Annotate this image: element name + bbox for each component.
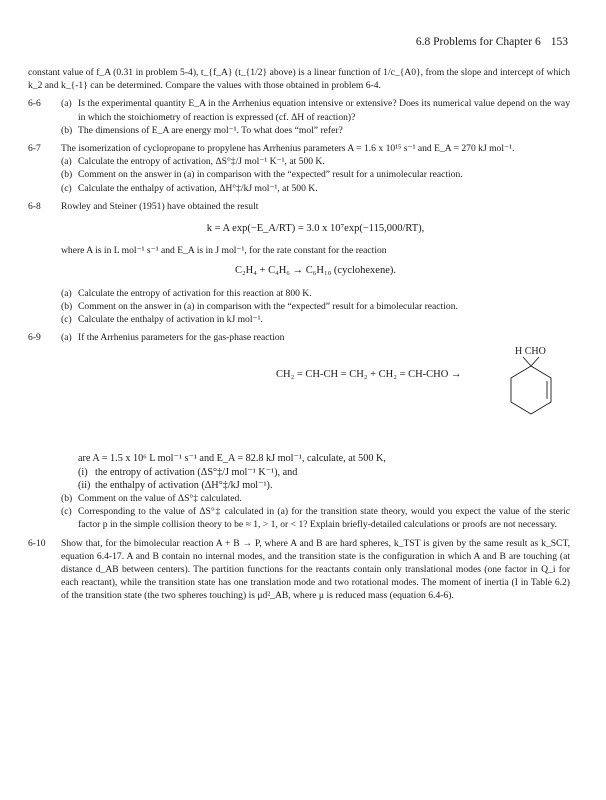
part-a: (a) If the Arrhenius parameters for the gas-phase reaction (61, 332, 285, 344)
problem-number: 6-9 (28, 332, 41, 344)
part-c: (c) Calculate the enthalpy of activation, ΔH°‡/kJ mol⁻¹, at 500 K. (61, 182, 318, 194)
diels-alder-reaction (61, 344, 570, 452)
page-number: 153 (550, 36, 568, 48)
part-b: (b) The dimensions of E_A are energy mol⁻¹. To what does “mol” refer? (61, 124, 343, 136)
part-i: (i) the entropy of activation (ΔS°‡/J mol⁻¹ K⁻¹), and (78, 466, 298, 478)
problem-6-6 (28, 97, 570, 137)
page-body (28, 66, 570, 603)
problem-number: 6-8 (28, 200, 41, 212)
problem-6-10 (28, 537, 570, 603)
problem-intro: Rowley and Steiner (1951) have obtained the result (61, 200, 259, 212)
problem-intro: The isomerization of cyclopropane to propylene has Arrhenius parameters A = 1.6 x 10¹⁵ s⁻¹ and E_A = 270 kJ mol⁻¹. (61, 143, 515, 155)
reaction-equation: CH₂ = CH-CH = CH₂ + CH₂ = CH-CHO → (276, 369, 462, 381)
part-a: (a) Calculate the entropy of activation, ΔS°‡/J mol⁻¹ K⁻¹, at 500 K. (61, 156, 325, 168)
problem-6-7 (28, 142, 570, 195)
section-title: 6.8 Problems for Chapter 6 (415, 36, 541, 48)
part-b: (b) Comment on the value of ΔS°‡ calculated. (61, 493, 242, 505)
rate-equation: k = A exp(−E_A/RT) = 3.0 x 10⁷exp(−115,000/RT), (206, 223, 425, 235)
units-note: where A is in L mol⁻¹ s⁻¹ and E_A is in J mol⁻¹, for the rate constant for the reaction (61, 245, 387, 257)
problem-number: 6-6 (28, 98, 41, 110)
part-c: (c) Corresponding to the value of ΔS°‡ calculated in (a) for the transition state theory, would you expect the value of the steric factor p in the simple collision theory to be ≈ 1, > 1, or < 1? Explain briefly-detailed calculations or proofs are not necessary. (61, 506, 570, 531)
part-b: (b) Comment on the answer in (a) in comparison with the “expected” result for a unimolecular reaction. (61, 169, 463, 181)
continuation-paragraph: constant value of f_A (0.31 in problem 5-4), t_{f_A} (t_{1/2} above) is a linear function of 1/c_{A0}, from the slope and intercept of which k_2 and k_{-1} can be determined. Compare the values with those obtained in problem 6-4. (28, 67, 570, 92)
reaction-equation: C₂H₄ + C₄H₆ → C₆H₁₀ (cyclohexene). (234, 265, 397, 277)
problem-6-9 (28, 331, 570, 531)
cyclohexene-carbaldehyde-structure (509, 344, 589, 444)
running-header (416, 36, 568, 48)
problem-6-8 (28, 200, 570, 326)
part-a: (a) Is the experimental quantity E_A in the Arrhenius equation intensive or extensive? Does its numerical value depend on the way in which the stoichiometry of reaction is expressed (cf. ΔH of reaction)? (61, 98, 570, 123)
part-a: (a) Calculate the entropy of activation for this reaction at 800 K. (61, 287, 312, 299)
problem-text: Show that, for the bimolecular reaction A + B → P, where A and B are hard spheres, k_TST is given by the same result as k_SCT, equation 6.4-17. A and B contain no internal modes, and the transition state is the configuration in which A and B are touching (at distance d_AB between centers). The partition functions for the reactants contain only translational modes (one factor in Q_i for each reactant), while the transition state has one translation mode and two rotational modes. The moment of inertia (I in Table 6.2) of the transition state (the two spheres touching) is μd²_AB, where μ is reduced mass (equation 6.4-6). (61, 537, 570, 602)
problem-number: 6-7 (28, 143, 41, 155)
problem-number: 6-10 (28, 537, 46, 549)
part-b: (b) Comment on the answer in (a) in comparison with the “expected” result for a bimolecular reaction. (61, 300, 458, 312)
arrhenius-parameters: are A = 1.5 x 10⁶ L mol⁻¹ s⁻¹ and E_A = 82.8 kJ mol⁻¹, calculate, at 500 K, (i) the entropy of activation (ΔS°‡/J mol⁻¹ K⁻¹), and (ii) the enthalpy of activation (ΔH°‡/kJ mol⁻¹). (61, 452, 570, 492)
part-ii: (ii) the enthalpy of activation (ΔH°‡/kJ mol⁻¹). (78, 479, 273, 491)
part-c: (c) Calculate the enthalpy of activation in kJ mol⁻¹. (61, 314, 263, 326)
struct-label: H CHO (515, 346, 546, 358)
